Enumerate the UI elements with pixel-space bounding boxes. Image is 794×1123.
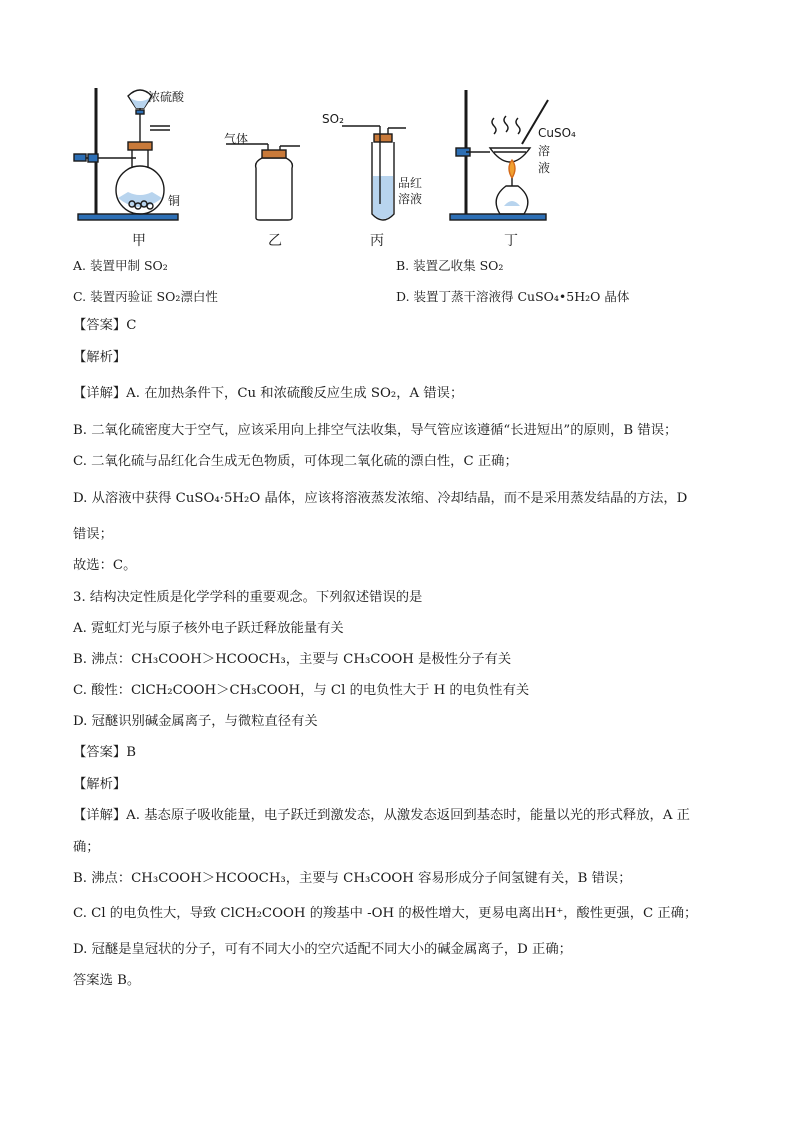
q3-detail-c: C. Cl 的电负性大，导致 ClCH₂COOH 的羧基中 -OH 的极性增大，更易电离出H⁺，酸性更强，C 正确； [73,906,698,921]
q2-detail-a: 【详解】A. 在加热条件下，Cu 和浓硫酸反应生成 SO₂，A 错误； [73,386,464,401]
jia-acid-label: 浓硫酸 [148,90,185,104]
jia-copper-label: 铜 [168,194,181,208]
jia-stand-base [78,214,178,220]
q3-detail-a1: 【详解】A. 基态原子吸收能量，电子跃迁到激发态，从激发态返回到基态时，能量以光的形式释放，A 正 [73,808,690,823]
q3-analysis-tag: 【解析】 [73,777,127,792]
q3-detail-d: D. 冠醚是皇冠状的分子，可有不同大小的空穴适配不同大小的碱金属离子，D 正确； [73,942,572,957]
q3-option-c: C. 酸性：ClCH₂COOH＞CH₃COOH，与 Cl 的电负性大于 H 的电负性有关 [73,683,530,698]
apparatus-diagram [70,86,560,246]
q3-option-b: B. 沸点：CH₃COOH＞HCOOCH₃，主要与 CH₃COOH 是极性分子有关 [73,652,512,667]
bing-solution-label-1: 品红 [398,176,423,190]
q2-detail-d2: 错误； [73,527,113,542]
yi-gas-label: 气体 [224,132,249,146]
q2-choice: 故选：C。 [73,558,137,573]
bing-solution-label-2: 溶液 [398,192,423,206]
q3-option-d: D. 冠醚识别碱金属离子，与微粒直径有关 [73,714,318,729]
apparatus-figure [70,86,576,249]
q3-detail-a2: 确； [73,840,100,855]
yi-bottle [256,158,293,220]
q3-answer-value: B [126,745,136,760]
ding-stand-base [450,214,546,220]
apparatus-label-ding: 丁 [504,233,518,249]
q2-option-b: B. 装置乙收集 SO₂ [396,258,504,273]
q2-option-c: C. 装置丙验证 SO₂漂白性 [73,289,218,304]
ding-burner [496,186,528,214]
bing-so2-label: SO₂ [322,112,344,126]
q2-option-d: D. 装置丁蒸干溶液得 CuSO₄•5H₂O 晶体 [396,289,630,304]
q3-answer-tag: 【答案】 [73,745,127,760]
ding-dish [490,148,530,162]
q2-detail-d1: D. 从溶液中获得 CuSO₄·5H₂O 晶体，应该将溶液蒸发浓缩、冷却结晶，而不是采用蒸发结晶的方法，D [73,491,688,506]
q2-detail-c: C. 二氧化硫与品红化合生成无色物质，可体现二氧化硫的漂白性，C 正确； [73,454,518,469]
q3-stem: 3. 结构决定性质是化学学科的重要观念。下列叙述错误的是 [73,590,423,605]
q2-detail-b: B. 二氧化硫密度大于空气，应该采用向上排空气法收集，导气管应该遵循“长进短出”的原则，B 错误； [73,423,678,438]
ding-solution-label: 溶液 [538,144,551,175]
q2-answer-tag: 【答案】 [73,318,127,333]
jia-clamp-left [74,154,86,161]
q2-answer [73,316,136,336]
q3-choice: 答案选 B。 [73,973,141,988]
q2-analysis-tag: 【解析】 [73,350,127,365]
q2-option-a: A. 装置甲制 SO₂ [73,258,168,273]
q3-detail-b: B. 沸点：CH₃COOH＞HCOOCH₃，主要与 CH₃COOH 容易形成分子间氢键有关，B 错误； [73,871,632,886]
apparatus-label-jia: 甲 [132,233,146,249]
q3-option-a: A. 霓虹灯光与原子核外电子跃迁释放能量有关 [73,621,344,636]
apparatus-label-yi: 乙 [268,233,282,249]
q3-answer [73,743,136,763]
apparatus-label-bing: 丙 [370,233,384,249]
ding-cuso4-label: CuSO₄ [538,126,576,140]
q2-answer-value: C [126,318,137,333]
